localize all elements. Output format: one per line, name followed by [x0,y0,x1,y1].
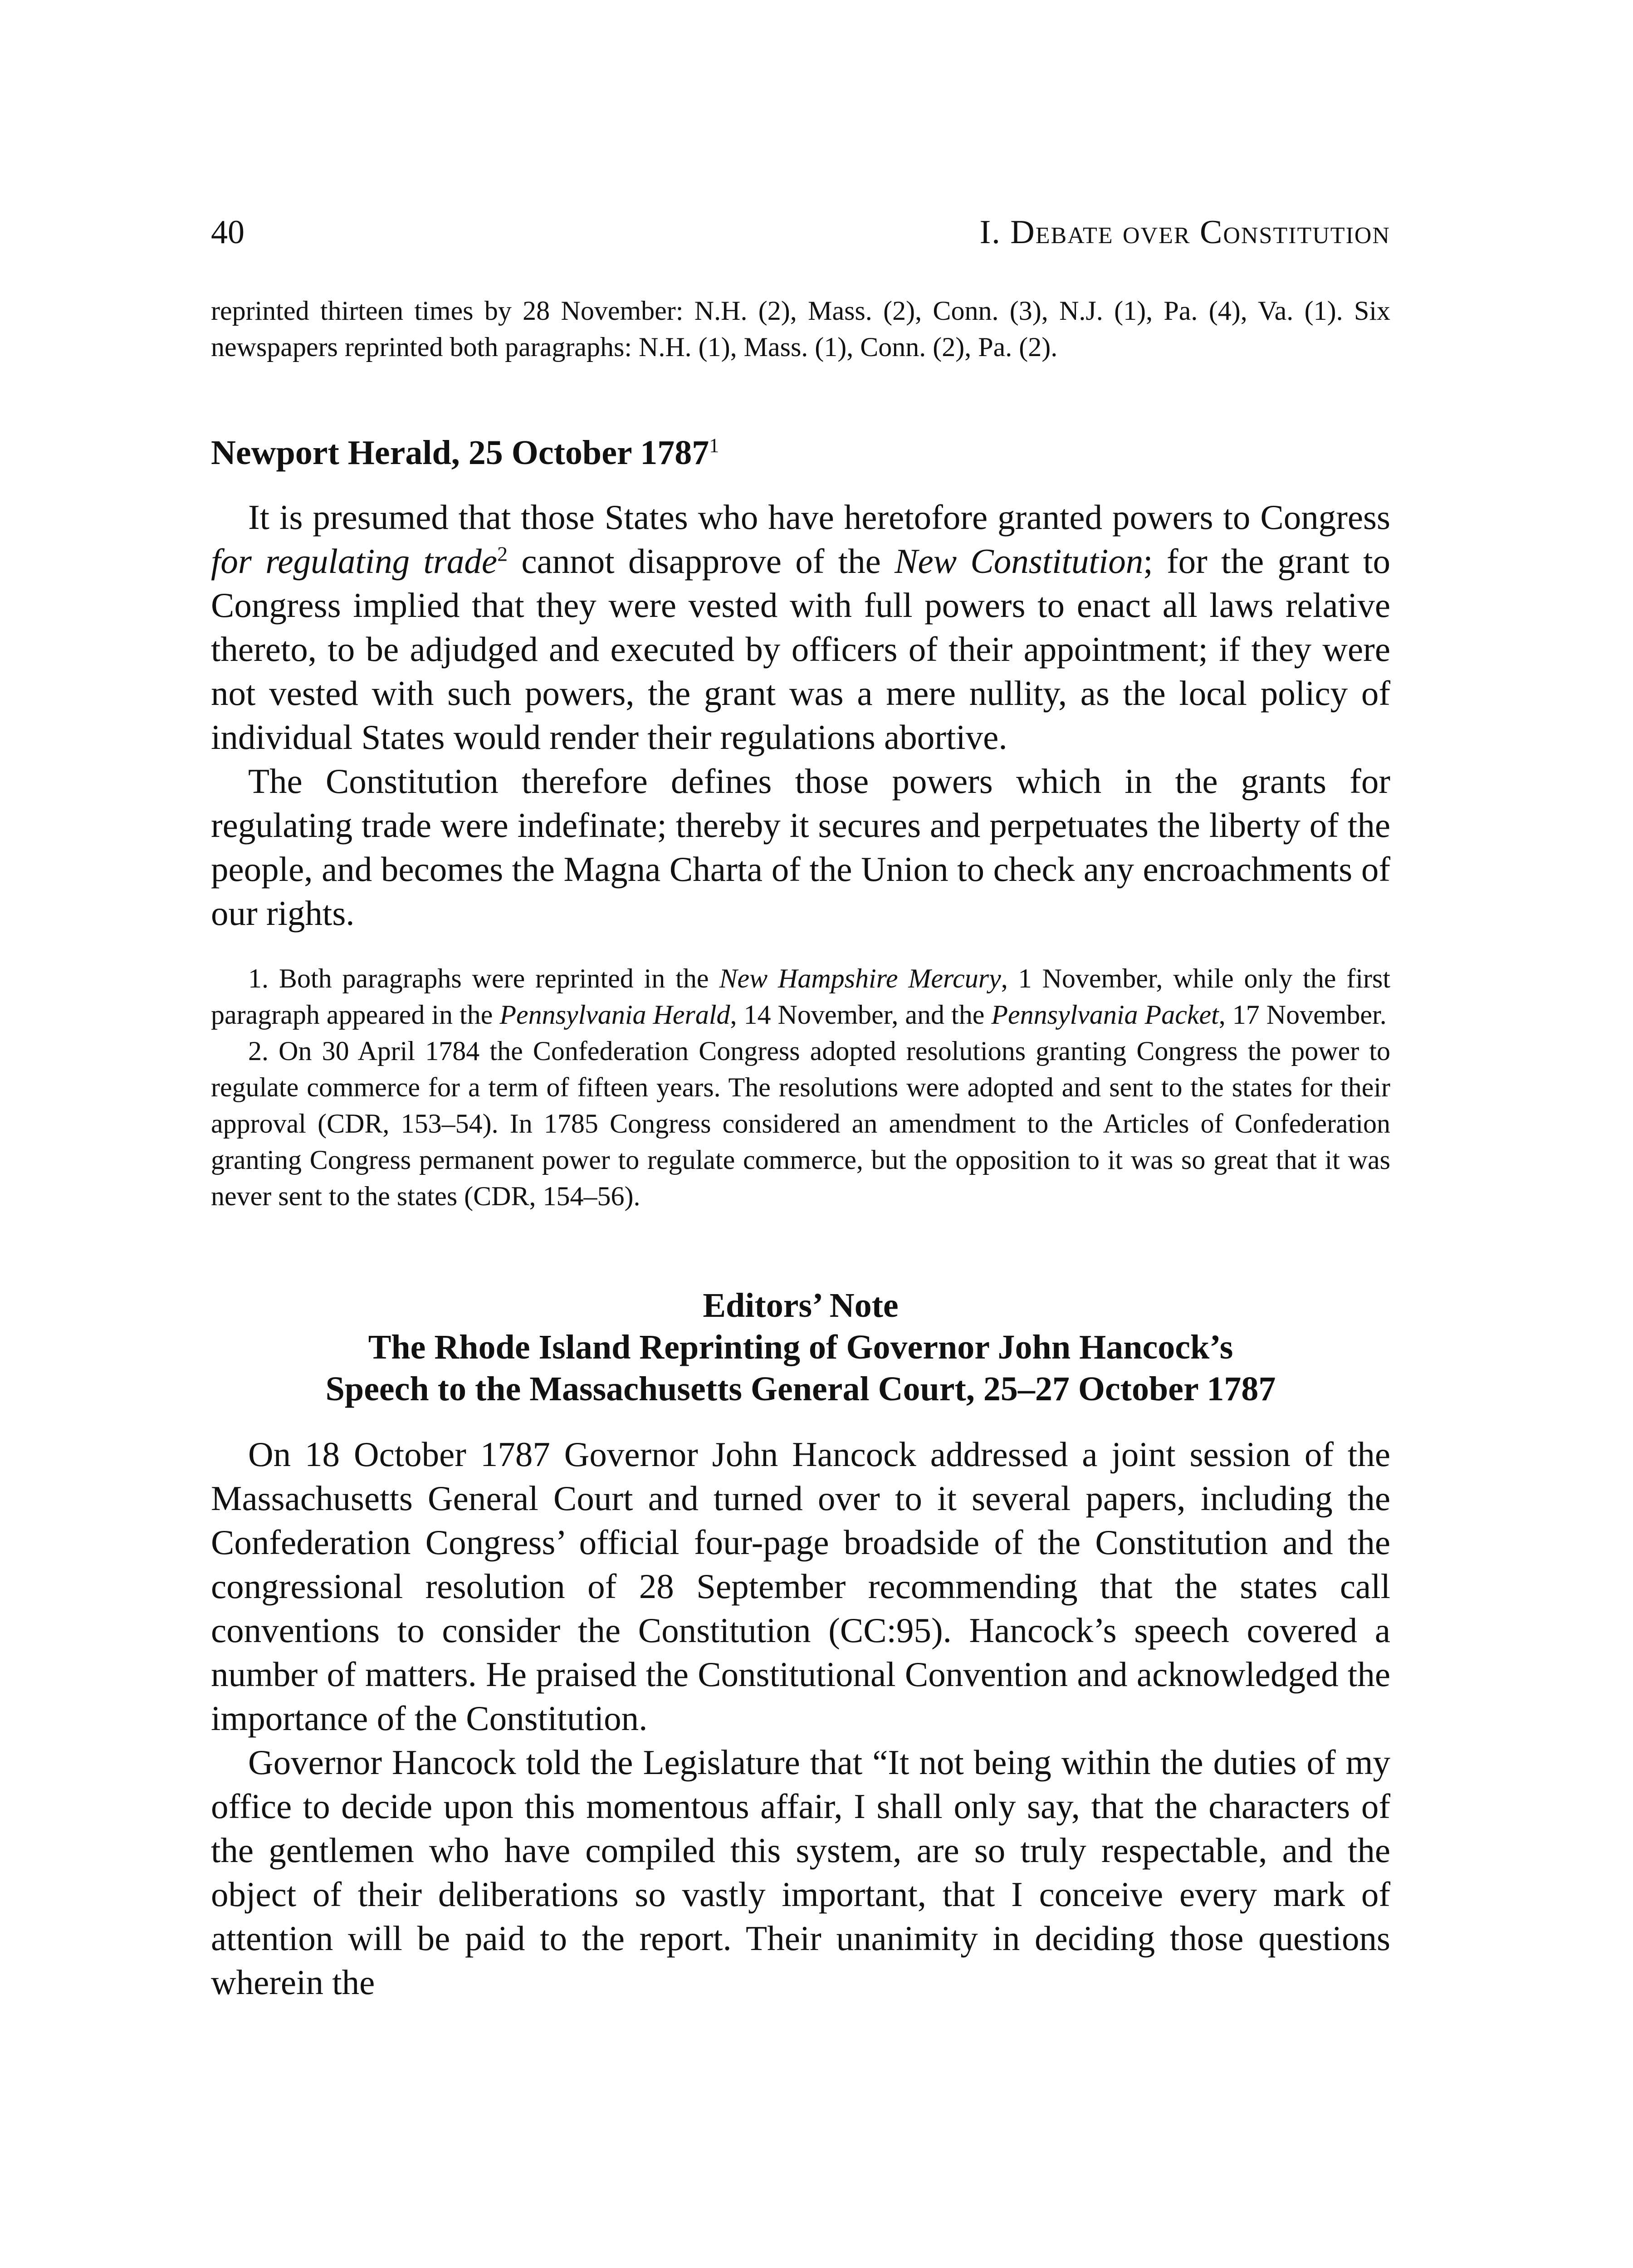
footnote-1-italic-a: New Hampshire Mercury [719,963,1001,993]
editors-note-title-line-2: Speech to the Massachusetts General Court, 25–27 October 1787 [325,1370,1276,1408]
carryover-note: reprinted thirteen times by 28 November: N.H. (2), Mass. (2), Conn. (3), N.J. (1), Pa. (4), Va. (1). Six newspapers reprinted both paragraphs: N.H. (1), Mass. (1), Conn. (2), Pa. (2). [211,296,1390,362]
paragraph-1-italic-b: New Constitution [895,542,1144,581]
editors-note-label: Editors’ Note [703,1286,899,1325]
paragraph-1-italic-a: for regulating trade [211,542,498,581]
editors-note-heading [211,1285,1390,1410]
running-head [211,213,1390,268]
editors-note-title-line-1: The Rhode Island Reprinting of Governor John Hancock’s [368,1328,1233,1366]
paragraph-1-text-c: ; for the grant to Congress implied that they were vested with full powers to enact all laws relative thereto, to be adjudged and executed by officers of their appointment; if they were not vested with such powers, the grant was a mere nullity, as the local policy of individual States would render their regulations abortive. [211,542,1390,757]
text-footnote-marker: 2 [497,542,508,566]
running-title: I. Debate over Constitution [979,214,1390,251]
section-heading [211,433,1390,473]
paragraph-1-text-b: cannot disapprove of the [508,542,895,581]
footnote-1 [211,960,1390,1033]
footnote-1-text-d: , 17 November. [1218,1000,1387,1030]
footnote-1-italic-c: Pennsylvania Packet [991,1000,1219,1030]
article-text [211,495,1390,935]
editors-note-text [211,1432,1390,2004]
paragraph-1-text-a: It is presumed that those States who have heretofore granted powers to Congress [248,498,1390,537]
page-number: 40 [211,214,244,251]
footnote-2: 2. On 30 April 1784 the Confederation Congress adopted resolutions granting Congress the power to regulate commerce for a term of fifteen years. The resolutions were adopted and sent to the states for their approval (CDR, 153–54). In 1785 Congress considered an amendment to the Articles of Confederation granting Congress permanent power to regulate commerce, but the opposition to it was so great that it was never sent to the states (CDR, 154–56). [211,1036,1390,1211]
footnote-1-text-b: , 1 November, while only the first paragraph appeared in the [211,963,1391,1030]
article-paragraph-2: The Constitution therefore defines those powers which in the grants for regulating trade were indefinate; thereby it secures and perpetuates the liberty of the people, and becomes the Magna Charta of the Union to check any encroachments of our rights. [211,762,1390,933]
section-heading-text: Newport Herald, 25 October 1787 [211,434,709,472]
article-paragraph-1 [211,495,1390,759]
document-page [211,213,1390,2004]
footnote-1-text-c: , 14 November, and the [730,1000,992,1030]
editors-note-paragraph-2: Governor Hancock told the Legislature that “It not being within the duties of my office to decide upon this momentous affair, I shall only say, that the characters of the gentlemen who have compiled this system, are so truly respectable, and the object of their deliberations so vastly important, that I conceive every mark of attention will be paid to the report. Their unanimity in deciding those questions wherein the [211,1743,1390,2002]
footnotes [211,960,1390,1214]
footnote-1-italic-b: Pennsylvania Herald [499,1000,730,1030]
editors-note-paragraph-1: On 18 October 1787 Governor John Hancock addressed a joint session of the Massachusetts General Court and turned over to it several papers, including the Confederation Congress’ official four-page broadside of the Constitution and the congressional resolution of 28 September recommending that the states call conventions to consider the Constitution (CC:95). Hancock’s speech covered a number of matters. He praised the Constitutional Convention and acknowledged the importance of the Constitution. [211,1435,1390,1738]
footnote-1-text-a: 1. Both paragraphs were reprinted in the [248,963,719,993]
heading-footnote-marker: 1 [709,434,719,457]
